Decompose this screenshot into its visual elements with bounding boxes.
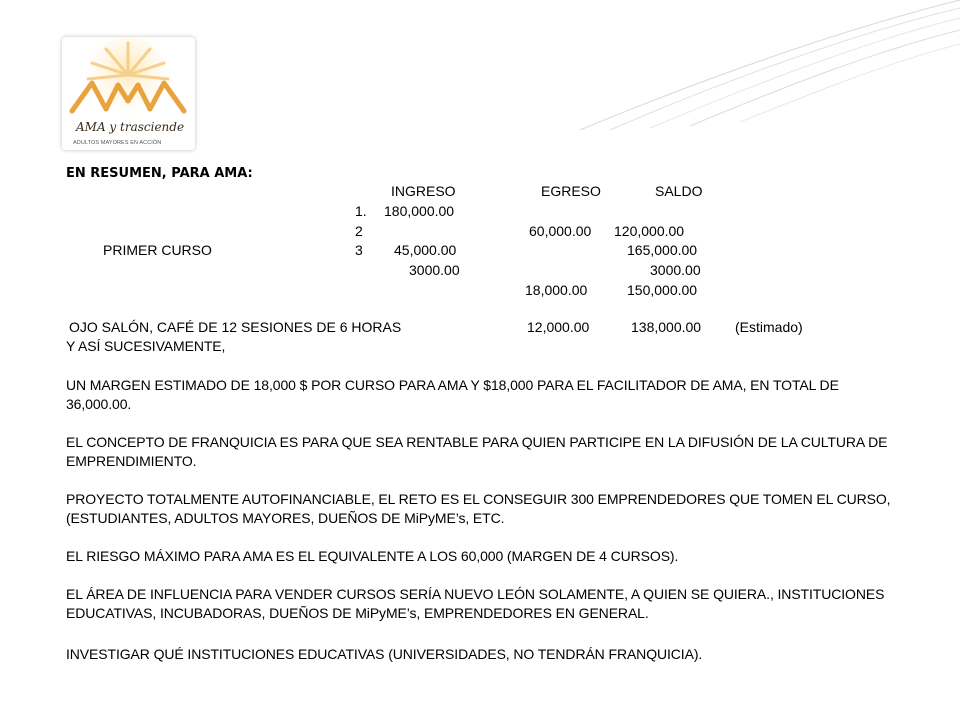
paragraph-margen: UN MARGEN ESTIMADO DE 18,000 $ POR CURSO PARA AMA Y $18,000 PARA EL FACILITADOR DE AMA, EN TOTAL DE 36,000.00. <box>66 377 839 412</box>
row2-number: 2 <box>355 223 363 239</box>
row3-label: PRIMER CURSO <box>103 242 212 258</box>
paragraph-area-influencia: EL ÁREA DE INFLUENCIA PARA VENDER CURSOS SERÍA NUEVO LEÓN SOLAMENTE, A QUIEN SE QUIERA., INSTITUCIONES EDUCATIVAS, INCUBADORAS, DUEÑOS DE MiPyME’s, EMPRENDEDORES EN GENERAL. <box>66 586 885 621</box>
row3-number: 3 <box>355 242 363 258</box>
paragraph-franquicia: EL CONCEPTO DE FRANQUICIA ES PARA QUE SEA RENTABLE PARA QUIEN PARTICIPE EN LA DIFUSIÓN DE LA CULTURA DE EMPRENDIMIENTO. <box>66 434 888 469</box>
row2-saldo: 120,000.00 <box>614 223 685 239</box>
row5-egreso: 18,000.00 <box>525 282 588 298</box>
paragraph-investigar: INVESTIGAR QUÉ INSTITUCIONES EDUCATIVAS (UNIVERSIDADES, NO TENDRÁN FRANQUICIA). <box>66 646 703 662</box>
header-egreso: EGRESO <box>541 183 601 199</box>
header-ingreso: INGRESO <box>391 183 456 199</box>
summary-heading: EN RESUMEN, PARA AMA: <box>66 166 253 181</box>
ama-logo <box>62 37 195 150</box>
paragraph-sucesivamente: Y ASÍ SUCESIVAMENTE, <box>66 338 226 354</box>
logo-text: AMA y trasciende <box>76 120 185 134</box>
row1-ingreso: 180,000.00 <box>384 203 455 219</box>
paragraph-proyecto: PROYECTO TOTALMENTE AUTOFINANCIABLE, EL RETO ES EL CONSEGUIR 300 EMPRENDEDORES QUE TOMEN EL CURSO, (ESTUDIANTES, ADULTOS MAYORES, DUEÑOS DE MiPyME’s, ETC. <box>66 491 891 526</box>
decorative-corner-lines <box>540 0 960 130</box>
header-saldo: SALDO <box>655 183 703 199</box>
paragraph-riesgo: EL RIESGO MÁXIMO PARA AMA ES EL EQUIVALENTE A LOS 60,000 (MARGEN DE 4 CURSOS). <box>66 548 679 564</box>
row6-saldo: 138,000.00 <box>631 319 702 335</box>
logo-subtext: ADULTOS MAYORES EN ACCIÓN <box>73 140 162 146</box>
row2-egreso: 60,000.00 <box>529 223 592 239</box>
row6-note: (Estimado) <box>735 319 803 335</box>
row3-ingreso: 45,000.00 <box>394 242 457 258</box>
row1-number: 1. <box>355 203 367 219</box>
row4-saldo: 3000.00 <box>650 262 701 278</box>
row6-label: OJO SALÓN, CAFÉ DE 12 SESIONES DE 6 HORAS <box>69 319 402 335</box>
row5-saldo: 150,000.00 <box>627 282 698 298</box>
row6-egreso: 12,000.00 <box>527 319 590 335</box>
row3-saldo: 165,000.00 <box>627 242 698 258</box>
row4-ingreso: 3000.00 <box>409 262 460 278</box>
